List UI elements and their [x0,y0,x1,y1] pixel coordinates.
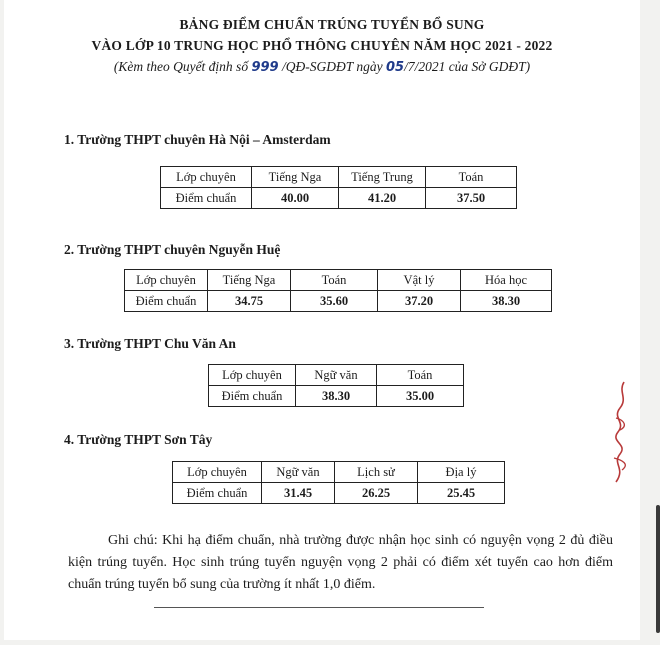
decision-suffix: /7/2021 của Sở GDĐT) [404,59,531,74]
decision-prefix: (Kèm theo Quyết định số [113,59,249,74]
decision-day-handwritten: 05 [385,60,405,75]
row-label-score: Điểm chuẩn [125,291,208,312]
section-4-heading: 4. Trường THPT Sơn Tây [64,432,213,447]
decision-middle: /QĐ-SGDĐT ngày [281,59,383,74]
document-title: BẢNG ĐIỂM CHUẨN TRÚNG TUYỂN BỔ SUNG [179,17,485,32]
table-row [173,483,505,504]
row-label-score: Điểm chuẩn [209,386,296,407]
subject-cell: Địa lý [418,462,505,483]
table-row [161,167,517,188]
decision-number-handwritten: 999 [251,60,279,75]
table-row [161,188,517,209]
section-3-table [208,364,464,407]
row-label-score: Điểm chuẩn [161,188,252,209]
section-1-table [160,166,517,209]
table-row [173,462,505,483]
subject-cell: Tiếng Nga [252,167,339,188]
subject-cell: Toán [291,270,378,291]
section-3-heading: 3. Trường THPT Chu Văn An [64,336,236,351]
score-cell: 25.45 [418,483,505,504]
subject-cell: Hóa học [461,270,552,291]
score-cell: 38.30 [461,291,552,312]
row-label-class: Lớp chuyên [209,365,296,386]
subject-cell: Toán [426,167,517,188]
score-cell: 41.20 [339,188,426,209]
row-label-class: Lớp chuyên [161,167,252,188]
closing-rule [154,607,484,608]
score-cell: 37.20 [378,291,461,312]
vertical-scrollbar[interactable] [656,505,660,633]
subject-cell: Ngữ văn [262,462,335,483]
note-paragraph: Ghi chú: Khi hạ điểm chuẩn, nhà trường được nhận học sinh có nguyện vọng 2 đủ điều kiện trúng tuyển. Học sinh trúng tuyển nguyện vọng 2 phải có điểm xét tuyển cao hơn điểm chuẩn trúng tuyển bổ sung của trường ít nhất 1,0 điểm. [68,533,613,592]
section-4-table [172,461,505,504]
document-page [4,0,640,640]
table-row [125,270,552,291]
table-row [125,291,552,312]
row-label-score: Điểm chuẩn [173,483,262,504]
subject-cell: Vật lý [378,270,461,291]
handwritten-signature [610,378,634,486]
row-label-class: Lớp chuyên [173,462,262,483]
score-cell: 38.30 [296,386,377,407]
score-cell: 31.45 [262,483,335,504]
score-cell: 35.00 [377,386,464,407]
section-2-heading: 2. Trường THPT chuyên Nguyễn Huệ [64,242,281,257]
decision-reference [4,59,640,75]
score-cell: 40.00 [252,188,339,209]
score-cell: 34.75 [208,291,291,312]
subject-cell: Toán [377,365,464,386]
section-1-heading: 1. Trường THPT chuyên Hà Nội – Amsterdam [64,132,331,147]
score-cell: 26.25 [335,483,418,504]
table-row [209,386,464,407]
document-subtitle: VÀO LỚP 10 TRUNG HỌC PHỔ THÔNG CHUYÊN NĂM HỌC 2021 - 2022 [91,38,553,53]
score-cell: 37.50 [426,188,517,209]
score-cell: 35.60 [291,291,378,312]
subject-cell: Ngữ văn [296,365,377,386]
subject-cell: Tiếng Nga [208,270,291,291]
row-label-class: Lớp chuyên [125,270,208,291]
subject-cell: Tiếng Trung [339,167,426,188]
subject-cell: Lịch sử [335,462,418,483]
table-row [209,365,464,386]
section-2-table [124,269,552,312]
